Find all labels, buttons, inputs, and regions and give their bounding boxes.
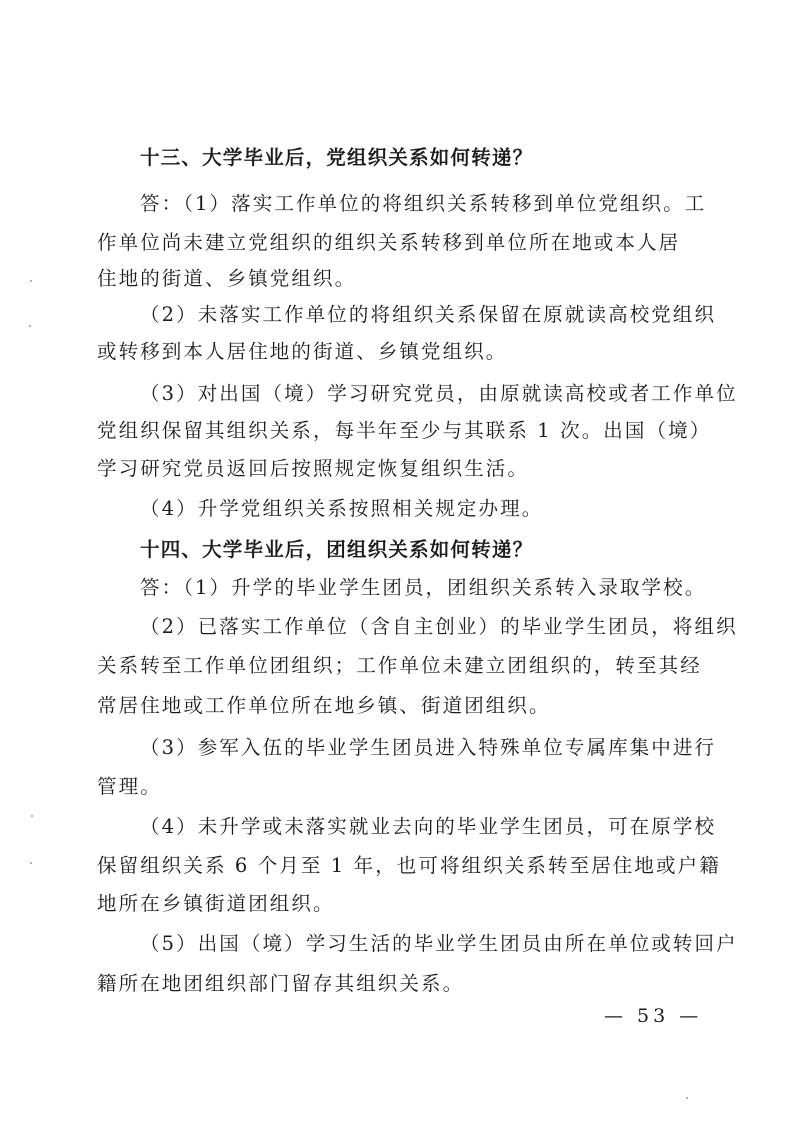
scan-speck	[30, 862, 32, 864]
answer-14-paragraph-5-line-2: 籍所在地团组织部门留存其组织关系。	[97, 972, 465, 995]
scan-speck	[30, 280, 32, 282]
answer-14-paragraph-2-line-2: 关系转至工作单位团组织；工作单位未建立团组织的，转至其经	[97, 654, 702, 677]
answer-13-paragraph-3-line-3: 学习研究党员返回后按照规定恢复组织生活。	[97, 457, 530, 480]
answer-13-paragraph-3-line-2: 党组织保留其组织关系，每半年至少与其联系 1 次。出国（境）	[97, 419, 712, 442]
answer-13-paragraph-2-line-1: （2）未落实工作单位的将组织关系保留在原就读高校党组织	[140, 303, 717, 326]
scan-speck	[29, 325, 31, 327]
answer-14-paragraph-4-line-1: （4）未升学或未落实就业去向的毕业学生团员，可在原学校	[140, 815, 717, 838]
answer-14-paragraph-3-line-2: 管理。	[97, 775, 162, 798]
answer-13-paragraph-1-line-2: 作单位尚未建立党组织的组织关系转移到单位所在地或本人居	[97, 231, 681, 254]
scan-speck	[31, 815, 33, 817]
answer-14-paragraph-1-line-1: 答：（1）升学的毕业学生团员，团组织关系转入录取学校。	[140, 576, 707, 599]
scan-speck	[686, 1097, 688, 1099]
page-number: — 53 —	[604, 1005, 703, 1027]
section-heading-14: 十四、大学毕业后，团组织关系如何转递？	[140, 538, 534, 561]
answer-13-paragraph-2-line-2: 或转移到本人居住地的街道、乡镇党组织。	[97, 340, 508, 363]
answer-14-paragraph-2-line-1: （2）已落实工作单位（含自主创业）的毕业学生团员，将组织	[140, 615, 738, 638]
answer-14-paragraph-5-line-1: （5）出国（境）学习生活的毕业学生团员由所在单位或转回户	[140, 932, 738, 955]
section-heading-13: 十三、大学毕业后，党组织关系如何转递？	[140, 146, 534, 169]
answer-14-paragraph-3-line-1: （3）参军入伍的毕业学生团员进入特殊单位专属库集中进行	[140, 736, 717, 759]
answer-14-paragraph-4-line-2: 保留组织关系 6 个月至 1 年，也可将组织关系转至居住地或户籍	[97, 854, 721, 877]
answer-13-paragraph-3-line-1: （3）对出国（境）学习研究党员，由原就读高校或者工作单位	[140, 382, 738, 405]
answer-13-paragraph-1-line-3: 住地的街道、乡镇党组织。	[97, 267, 357, 290]
answer-14-paragraph-2-line-3: 常居住地或工作单位所在地乡镇、街道团组织。	[97, 694, 551, 717]
answer-13-paragraph-1-line-1: 答：（1）落实工作单位的将组织关系转移到单位党组织。工	[140, 192, 707, 215]
answer-14-paragraph-4-line-3: 地所在乡镇街道团组织。	[97, 892, 335, 915]
answer-13-paragraph-4-line-1: （4）升学党组织关系按照相关规定办理。	[140, 497, 544, 520]
